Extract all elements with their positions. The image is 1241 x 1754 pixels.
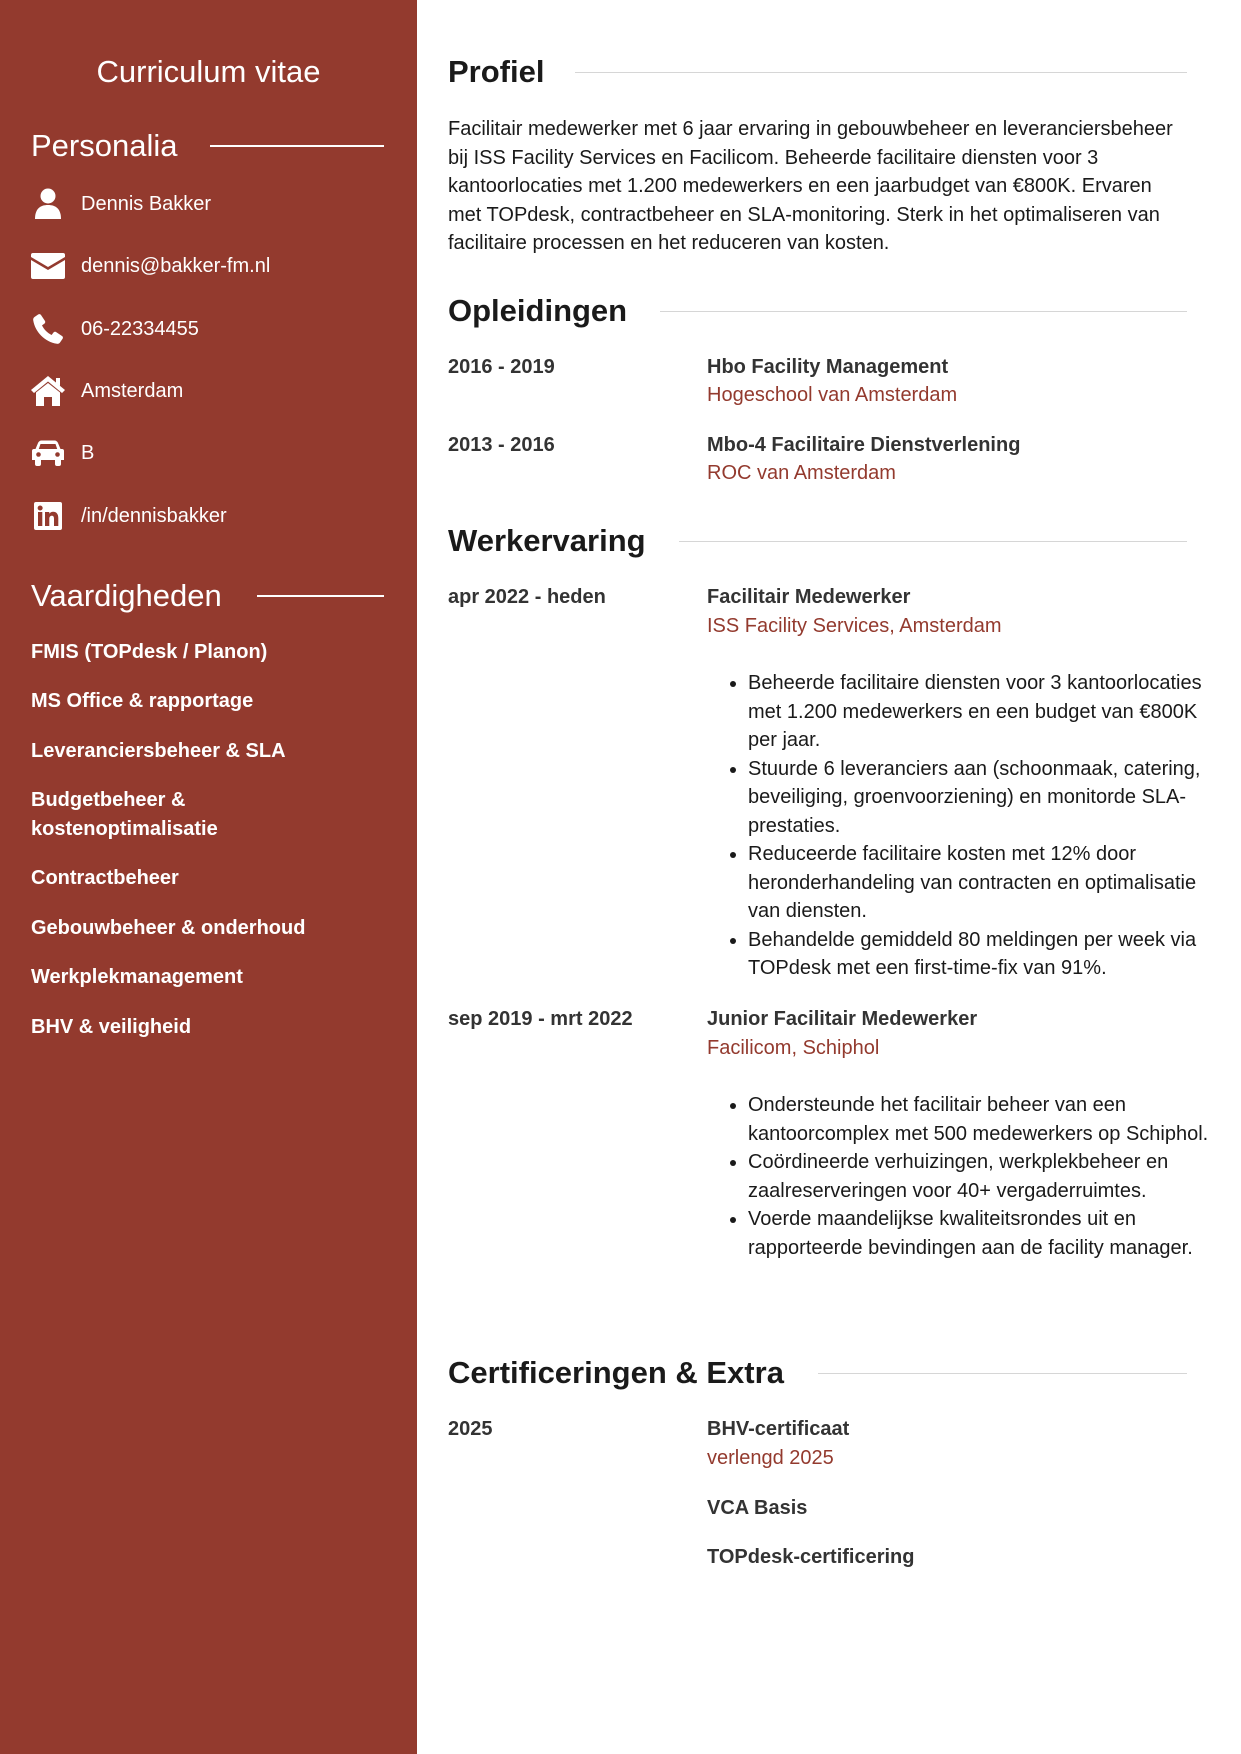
- skills-heading: [31, 576, 222, 616]
- list-item: • Ondersteunde het facilitair beheer van een kantoorcomplex met 500 medewerkers op Schiphol.: [748, 1091, 1218, 1148]
- personalia-divider: [210, 145, 384, 147]
- contact-license: [31, 433, 94, 473]
- skills-heading-text: Vaardigheden: [31, 578, 222, 613]
- profile-divider: [575, 72, 1187, 73]
- list-item: • Reduceerde facilitaire kosten met 12% door heronderhandeling van contracten en optimalisatie van diensten.: [748, 840, 1218, 926]
- contact-license-text: B: [81, 441, 95, 464]
- contact-location-text: Amsterdam: [81, 379, 184, 402]
- education-institution: ROC van Amsterdam: [707, 462, 896, 484]
- experience-divider: [679, 541, 1187, 542]
- skill-item: Gebouwbeheer & onderhoud: [31, 917, 306, 939]
- home-icon: [31, 374, 65, 408]
- contact-phone[interactable]: [31, 309, 199, 349]
- skills-divider: [257, 595, 384, 597]
- skill-item: Contractbeheer: [31, 867, 179, 889]
- experience-bullets: [720, 669, 1218, 983]
- contact-name: [31, 184, 211, 224]
- phone-icon: [31, 312, 65, 346]
- experience-period: apr 2022 - heden: [448, 586, 606, 608]
- list-item: • Beheerde facilitaire diensten voor 3 kantoorlocaties met 1.200 medewerkers en een budget van €800K per jaar.: [748, 669, 1218, 755]
- contact-location: [31, 371, 183, 411]
- skill-item: BHV & veiligheid: [31, 1016, 192, 1038]
- skill-item: MS Office & rapportage: [31, 690, 254, 712]
- experience-period: sep 2019 - mrt 2022: [448, 1008, 633, 1030]
- contact-email[interactable]: [31, 246, 270, 286]
- sidebar: [0, 0, 417, 1754]
- list-item: • Coördineerde verhuizingen, werkplekbeheer en zaalreserveringen voor 40+ vergaderruimtes.: [748, 1148, 1218, 1205]
- car-icon: [31, 436, 65, 470]
- skill-item: Werkplekmanagement: [31, 966, 243, 988]
- list-item: • Behandelde gemiddeld 80 meldingen per week via TOPdesk met een first-time-fix van 91%.: [748, 926, 1218, 983]
- education-title: Mbo-4 Facilitaire Dienstverlening: [707, 434, 1021, 456]
- certifications-divider: [818, 1373, 1187, 1374]
- profile-text: Facilitair medewerker met 6 jaar ervaring in gebouwbeheer en leveranciersbeheer bij ISS Facility Services en Facilicom. Beheerde facilitaire diensten voor 3 kantoorlocaties met 1.200 medewerkers en een jaarbudget van €800K. Ervaren met TOPdesk, contractbeheer en SLA-monitoring. Sterk in het optimaliseren van facilitaire processen en het reduceren van kosten.: [448, 118, 1173, 254]
- list-item: • Stuurde 6 leveranciers aan (schoonmaak, catering, beveiliging, groenvoorziening) en monitorde SLA-prestaties.: [748, 755, 1218, 841]
- skill-item: Leveranciersbeheer & SLA: [31, 740, 286, 762]
- contact-email-text[interactable]: dennis@bakker-fm.nl: [81, 254, 271, 277]
- user-icon: [31, 187, 65, 221]
- skill-item: Budgetbeheer & kostenoptimalisatie: [31, 789, 218, 840]
- linkedin-icon: [31, 499, 65, 533]
- contact-name-text: Dennis Bakker: [81, 192, 212, 215]
- education-divider: [660, 311, 1187, 312]
- certification-note: verlengd 2025: [707, 1447, 834, 1469]
- certification-title: VCA Basis: [707, 1497, 808, 1519]
- education-institution: Hogeschool van Amsterdam: [707, 384, 958, 406]
- personalia-heading-text: Personalia: [31, 128, 178, 163]
- education-period: 2013 - 2016: [448, 434, 555, 456]
- education-title: Hbo Facility Management: [707, 356, 949, 378]
- experience-title: Junior Facilitair Medewerker: [707, 1008, 978, 1030]
- contact-linkedin-text[interactable]: /in/dennisbakker: [81, 504, 227, 527]
- certification-title: TOPdesk-certificering: [707, 1546, 915, 1568]
- certifications-heading: Certificeringen & Extra: [448, 1355, 784, 1390]
- cv-title: Curriculum vitae: [96, 54, 321, 89]
- personalia-heading: [31, 126, 177, 166]
- experience-title: Facilitair Medewerker: [707, 586, 911, 608]
- experience-bullets: [720, 1091, 1218, 1262]
- certification-title: BHV-certificaat: [707, 1418, 850, 1440]
- envelope-icon: [31, 249, 65, 283]
- education-heading: Opleidingen: [448, 293, 628, 328]
- skill-item: FMIS (TOPdesk / Planon): [31, 641, 268, 663]
- experience-heading: Werkervaring: [448, 523, 646, 558]
- contact-phone-text[interactable]: 06-22334455: [81, 317, 199, 340]
- profile-heading: Profiel: [448, 54, 545, 89]
- education-period: 2016 - 2019: [448, 356, 555, 378]
- list-item: • Voerde maandelijkse kwaliteitsrondes uit en rapporteerde bevindingen aan de facility manager.: [748, 1205, 1218, 1262]
- contact-linkedin[interactable]: [31, 496, 227, 536]
- certifications-year: 2025: [448, 1418, 493, 1440]
- experience-company: ISS Facility Services, Amsterdam: [707, 615, 1002, 637]
- experience-company: Facilicom, Schiphol: [707, 1037, 880, 1059]
